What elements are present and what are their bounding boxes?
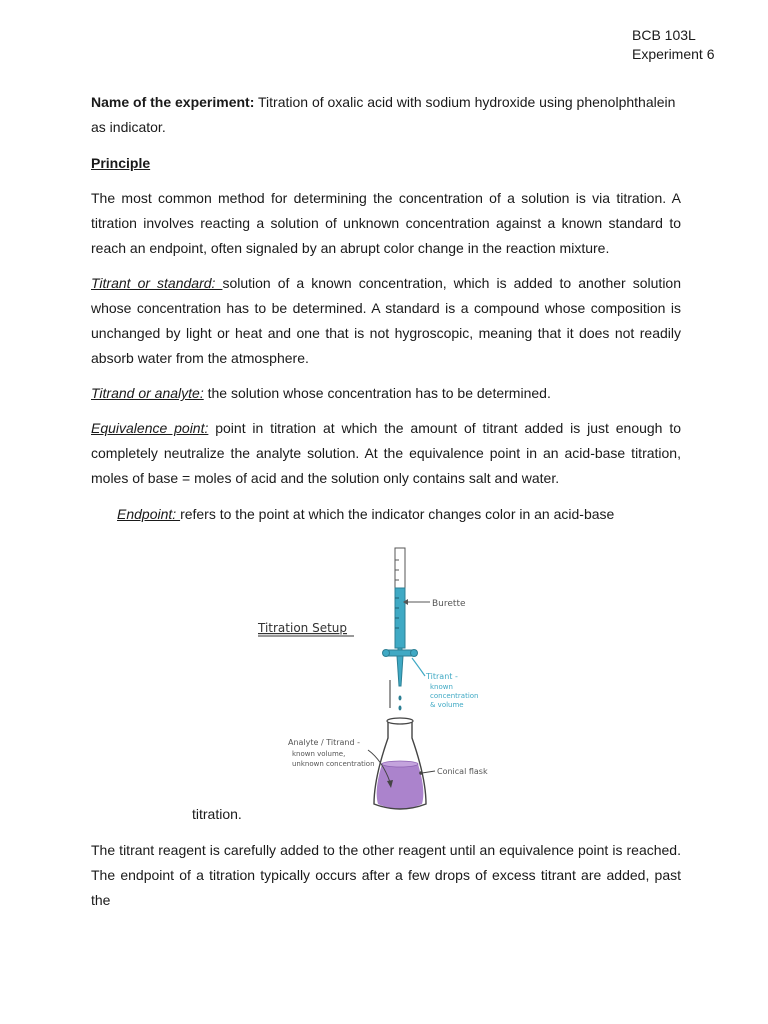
equivalence-term: Equivalence point: bbox=[91, 420, 209, 436]
drop bbox=[399, 696, 402, 701]
analyte-label-2: known volume, bbox=[292, 750, 346, 758]
drop bbox=[399, 706, 402, 711]
titrant-label-2: known bbox=[430, 683, 453, 691]
titrant-term: Titrant or standard: bbox=[91, 275, 223, 291]
analyte-label-3: unknown concentration bbox=[292, 760, 375, 768]
analyte-label-1: Analyte / Titrand - bbox=[288, 738, 361, 747]
header bbox=[632, 26, 714, 64]
titration-setup-figure bbox=[240, 538, 500, 818]
paragraph-last: The titrant reagent is carefully added to the other reagent until an equivalence point is reached. The endpoint of a titration typically occurs after a few drops of excess titrant are added, past the bbox=[91, 842, 681, 908]
paragraph-titrant bbox=[91, 271, 681, 371]
titrant-label-4: & volume bbox=[430, 701, 464, 709]
experiment-name bbox=[91, 90, 681, 140]
flask-label: Conical flask bbox=[437, 767, 488, 776]
burette-label: Burette bbox=[432, 599, 466, 609]
endpoint-continuation: titration. bbox=[192, 806, 242, 822]
burette bbox=[383, 548, 418, 708]
endpoint-term: Endpoint: bbox=[117, 506, 181, 522]
paragraph-titrand bbox=[91, 381, 681, 406]
titration-setup-drawing bbox=[240, 538, 500, 818]
figure-title: Titration Setup bbox=[258, 621, 348, 635]
titrand-definition: the solution whose concentration has to be determined. bbox=[203, 385, 551, 401]
endpoint-definition: refers to the point at which the indicator changes color in an acid-base bbox=[180, 506, 615, 522]
titrant-definition: solution of a known concentration, which is added to another solution whose concentration has to be determined. A standard is a compound whose composition is unchanged by light or heat and one that is not hygroscopic, meaning that it does not readily absorb water from the atmosphere. bbox=[91, 275, 681, 366]
experiment-number: Experiment 6 bbox=[632, 46, 715, 62]
equivalence-definition: point in titration at which the amount of titrant added is just enough to completely neutralize the analyte solution. At the equivalence point in an acid-base titration, moles of base = moles of acid and the solution only contains salt and water. bbox=[91, 420, 681, 486]
conical-flask bbox=[374, 718, 426, 809]
titrant-label-1: Titrant - bbox=[426, 672, 458, 681]
paragraph-intro: The most common method for determining the concentration of a solution is via titration. A titration involves reacting a solution of unknown concentration against a known standard to reach an endpoint, often signaled by an abrupt color change in the reaction mixture. bbox=[91, 190, 681, 256]
experiment-name-label: Name of the experiment: bbox=[91, 94, 255, 110]
course-code: BCB 103L bbox=[632, 27, 696, 43]
titrand-term: Titrand or analyte: bbox=[91, 385, 204, 401]
principle-heading: Principle bbox=[91, 155, 151, 171]
paragraph-endpoint bbox=[117, 502, 677, 527]
paragraph-equivalence bbox=[91, 416, 681, 491]
experiment-name-text: Titration of oxalic acid with sodium hydroxide using phenolphthalein as indicator. bbox=[91, 94, 676, 135]
titrant-label-3: concentration bbox=[430, 692, 479, 700]
